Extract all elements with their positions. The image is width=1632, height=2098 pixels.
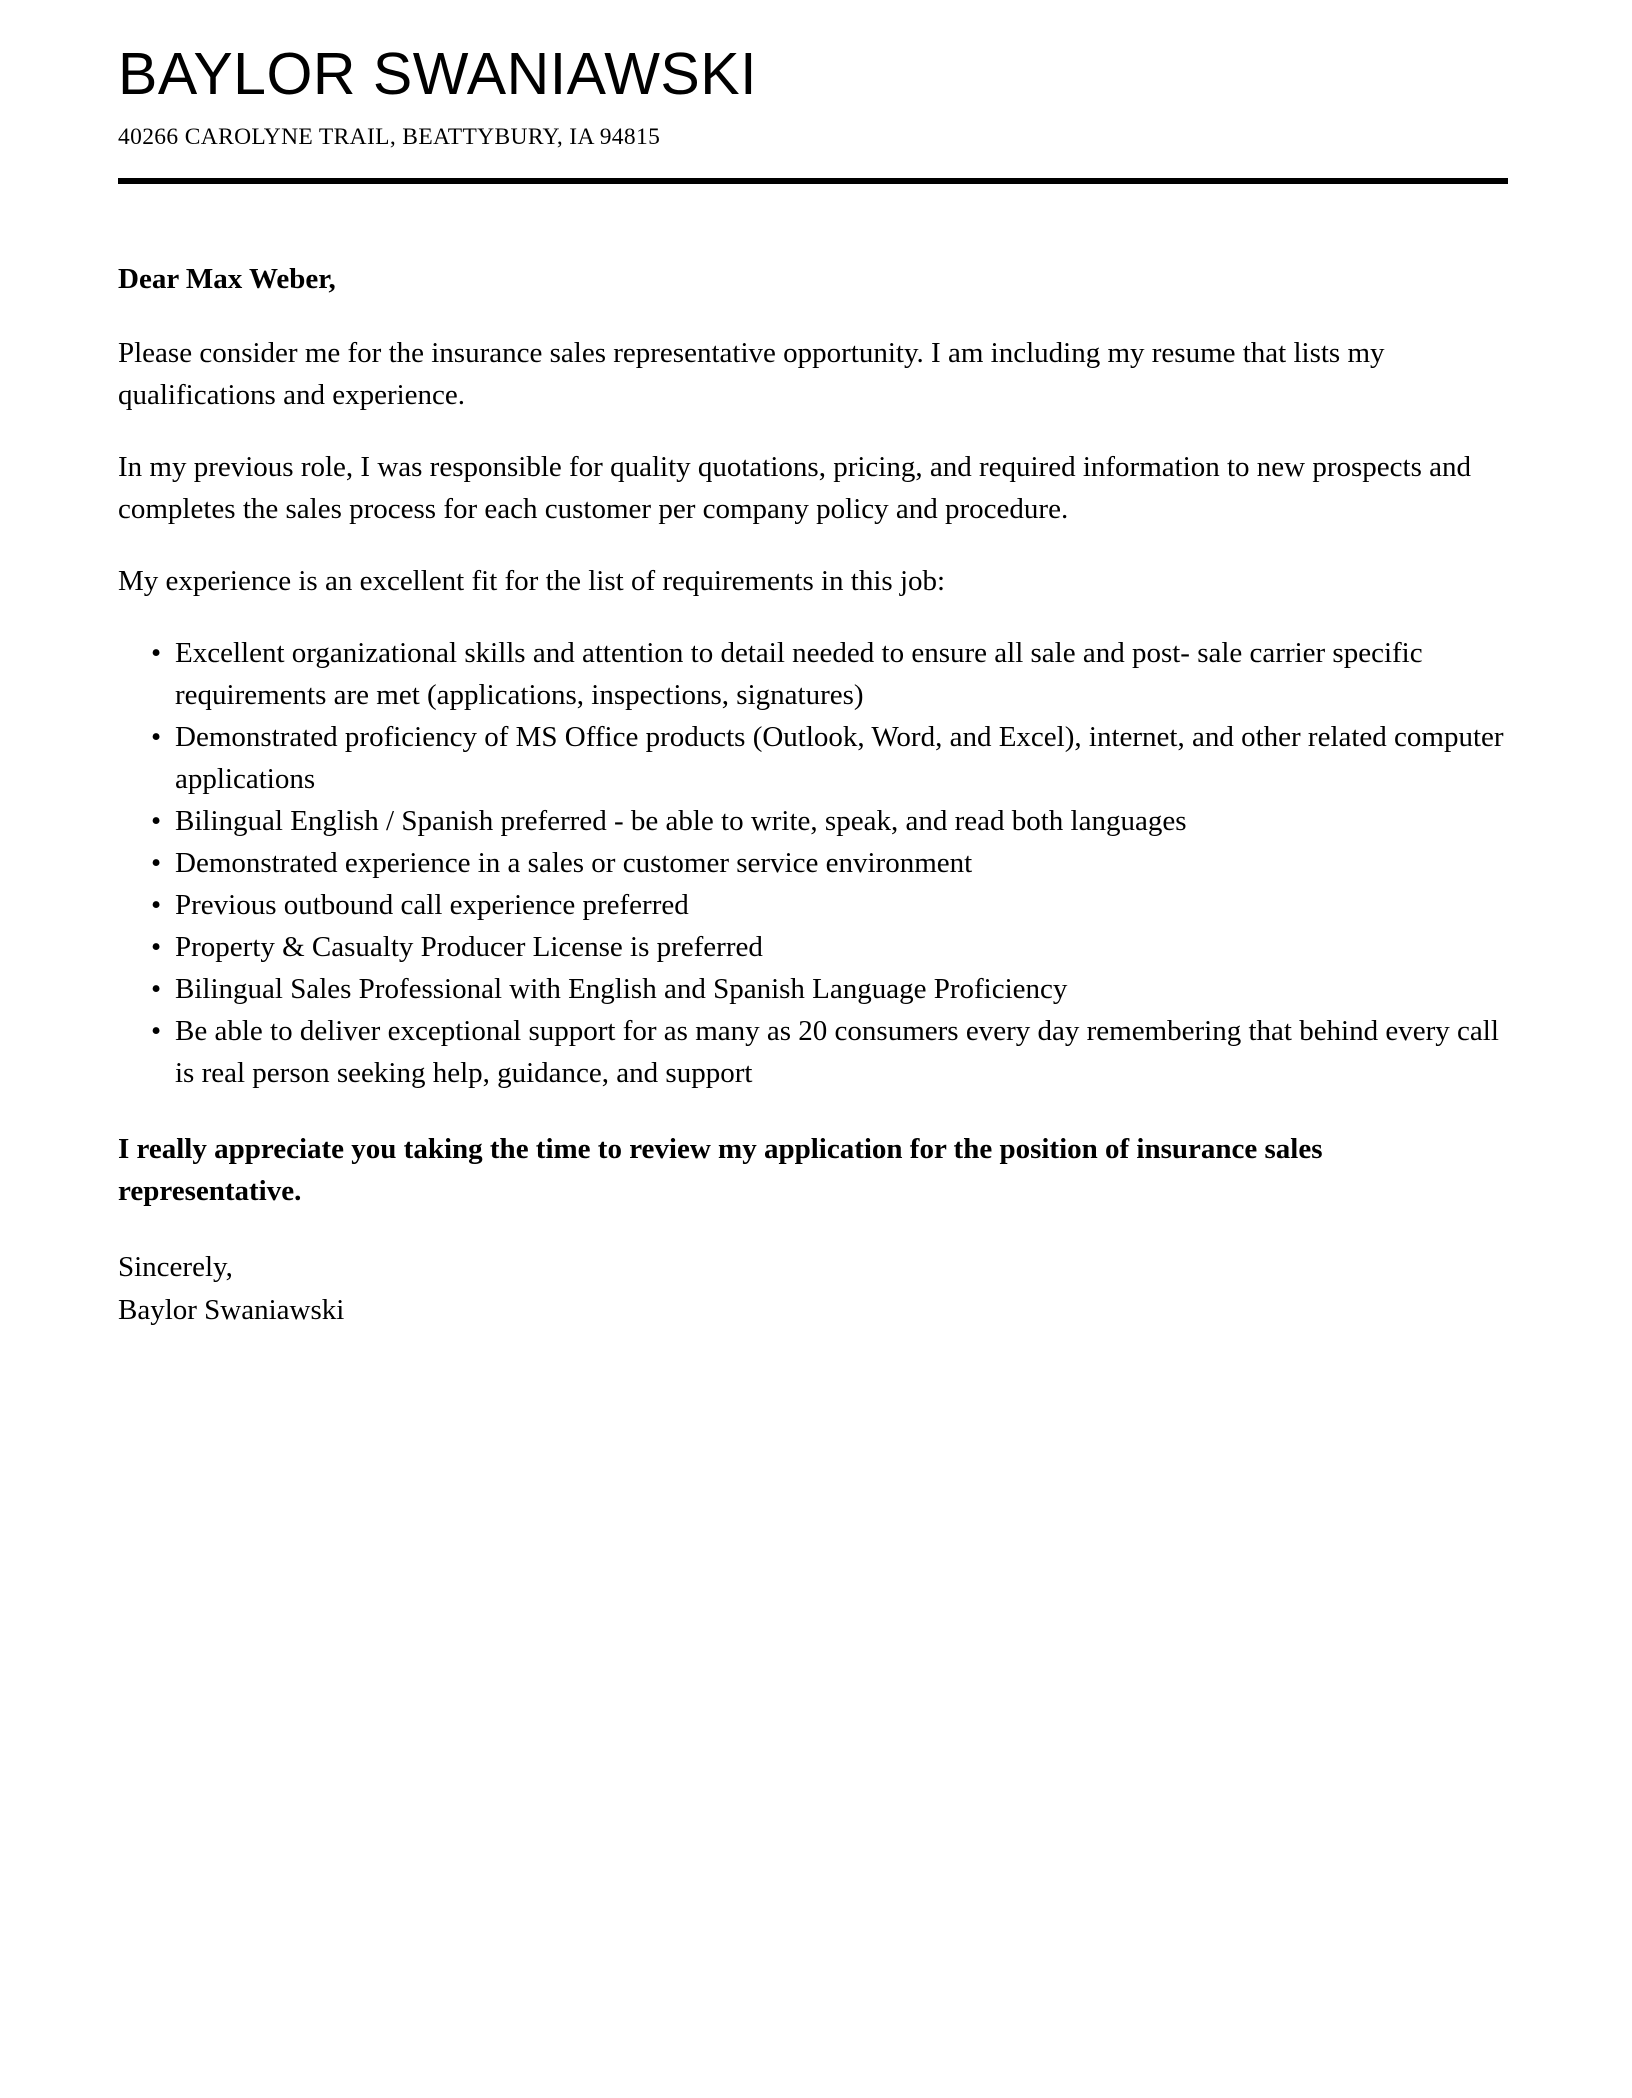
sender-address: 40266 CAROLYNE TRAIL, BEATTYBURY, IA 94815 <box>118 123 661 150</box>
list-item: • Previous outbound call experience preferred <box>118 884 1510 926</box>
sign-off: Sincerely, <box>118 1251 233 1284</box>
list-item: • Property & Casualty Producer License is preferred <box>118 926 1510 968</box>
list-item: • Demonstrated experience in a sales or customer service environment <box>118 842 1510 884</box>
list-item: • Excellent organizational skills and attention to detail needed to ensure all sale and post- sale carrier specific requirements are met (applications, inspections, signatures) <box>118 632 1510 716</box>
requirements-list <box>118 632 1510 1095</box>
intro-paragraph: Please consider me for the insurance sales representative opportunity. I am including my resume that lists my qualifications and experience. <box>118 336 1385 411</box>
list-item: • Be able to deliver exceptional support for as many as 20 consumers every day remembering that behind every call is real person seeking help, guidance, and support <box>118 1010 1510 1094</box>
experience-paragraph: In my previous role, I was responsible for quality quotations, pricing, and required information to new prospects and completes the sales process for each customer per company policy and procedure. <box>118 450 1472 525</box>
signature-name: Baylor Swaniawski <box>118 1293 345 1326</box>
letterhead <box>118 0 1510 184</box>
closing-statement: I really appreciate you taking the time to review my application for the position of insurance sales representative. <box>118 1133 1323 1208</box>
list-item: • Demonstrated proficiency of MS Office products (Outlook, Word, and Excel), internet, and other related computer applications <box>118 716 1510 800</box>
header-divider <box>118 178 1508 184</box>
signature-block <box>118 1246 1510 1330</box>
sender-name: BAYLOR SWANIAWSKI <box>118 41 758 107</box>
requirements-intro-paragraph: My experience is an excellent fit for the list of requirements in this job: <box>118 564 946 597</box>
letter-content <box>118 0 1510 1331</box>
list-item: • Bilingual English / Spanish preferred - be able to write, speak, and read both languages <box>118 800 1510 842</box>
list-item: • Bilingual Sales Professional with English and Spanish Language Proficiency <box>118 968 1510 1010</box>
salutation: Dear Max Weber, <box>118 263 336 296</box>
letter-body <box>118 260 1510 1330</box>
